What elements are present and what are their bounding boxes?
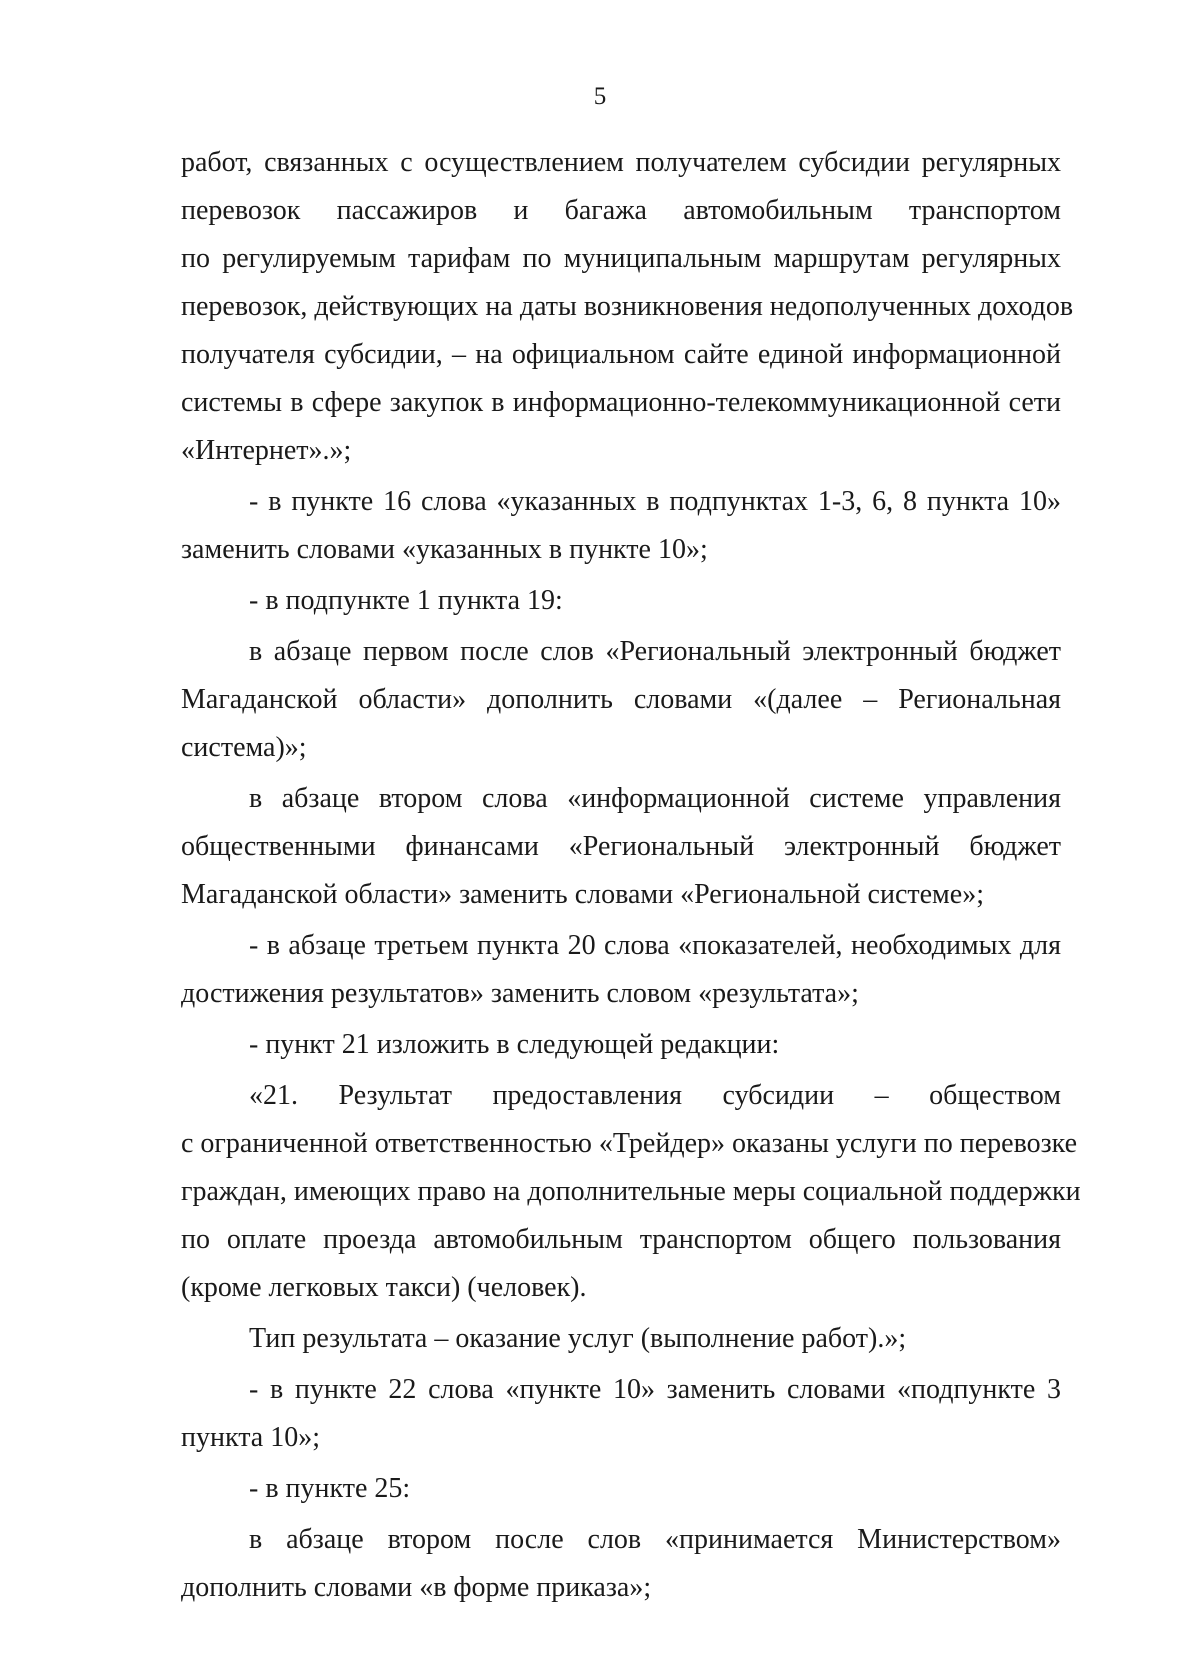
text-line: Магаданской области» дополнить словами «(далее – Региональная bbox=[181, 684, 1061, 715]
text-line: - в абзаце третьем пункта 20 слова «показателей, необходимых для bbox=[249, 930, 1061, 961]
text-line: общественными финансами «Региональный электронный бюджет bbox=[181, 831, 1061, 862]
text-line: в абзаце втором слова «информационной системе управления bbox=[249, 783, 1061, 814]
text-line: Магаданской области» заменить словами «Региональной системе»; bbox=[181, 879, 984, 910]
text-line: достижения результатов» заменить словом «результата»; bbox=[181, 978, 859, 1009]
document-body bbox=[181, 139, 1081, 1612]
text-line: перевозок, действующих на даты возникновения недополученных доходов bbox=[181, 291, 1074, 322]
text-line: с ограниченной ответственностью «Трейдер» оказаны услуги по перевозке bbox=[181, 1128, 1077, 1159]
text-line: перевозок пассажиров и багажа автомобильным транспортом bbox=[181, 195, 1061, 226]
text-line: - в пункте 22 слова «пункте 10» заменить словами «подпункте 3 bbox=[249, 1374, 1061, 1405]
text-line: «21. Результат предоставления субсидии – обществом bbox=[249, 1080, 1061, 1111]
text-line: заменить словами «указанных в пункте 10»; bbox=[181, 534, 708, 565]
text-line: в абзаце первом после слов «Региональный электронный бюджет bbox=[249, 636, 1061, 667]
text-line: система)»; bbox=[181, 732, 307, 763]
text-line: Тип результата – оказание услуг (выполнение работ).»; bbox=[249, 1323, 907, 1354]
text-line: по оплате проезда автомобильным транспортом общего пользования bbox=[181, 1224, 1061, 1255]
text-line: - пункт 21 изложить в следующей редакции: bbox=[249, 1029, 780, 1060]
text-line: граждан, имеющих право на дополнительные меры социальной поддержки bbox=[181, 1176, 1081, 1207]
page-number: 5 bbox=[593, 83, 607, 110]
text-line: работ, связанных с осуществлением получателем субсидии регулярных bbox=[181, 147, 1061, 178]
text-line: системы в сфере закупок в информационно-телекоммуникационной сети bbox=[181, 387, 1061, 418]
text-line: - в подпункте 1 пункта 19: bbox=[249, 585, 563, 616]
text-line: (кроме легковых такси) (человек). bbox=[181, 1272, 587, 1303]
text-line: пункта 10»; bbox=[181, 1422, 320, 1453]
text-line: в абзаце втором после слов «принимается Министерством» bbox=[249, 1524, 1061, 1555]
text-line: - в пункте 16 слова «указанных в подпунктах 1-3, 6, 8 пункта 10» bbox=[249, 486, 1061, 517]
text-line: получателя субсидии, – на официальном сайте единой информационной bbox=[181, 339, 1061, 370]
text-line: - в пункте 25: bbox=[249, 1473, 411, 1504]
text-line: «Интернет».»; bbox=[181, 435, 352, 466]
text-line: дополнить словами «в форме приказа»; bbox=[181, 1572, 652, 1603]
text-line: по регулируемым тарифам по муниципальным маршрутам регулярных bbox=[181, 243, 1061, 274]
